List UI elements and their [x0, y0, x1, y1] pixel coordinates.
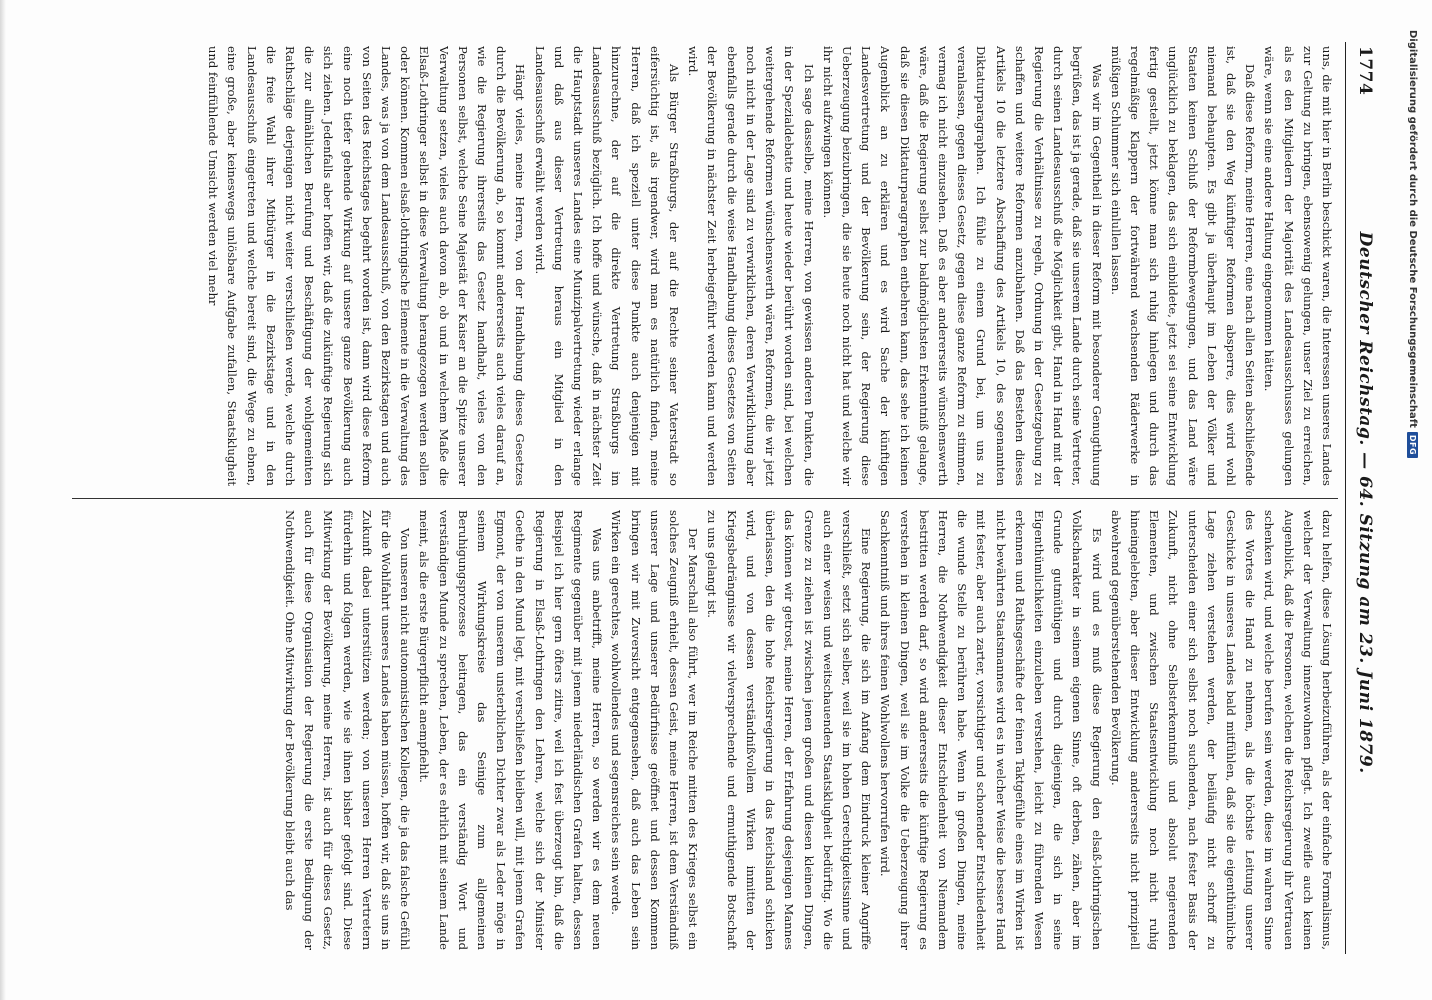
paragraph: Der Marschall also führt, wer im Reiche mitten des Krieges selbst ein solches Zeugniß erhielt, dessen Geist, meine Herren, ist dem Verständniß unserer Lage und unserer Bedürfnisse geöffnet und dessen Kommen bringen wir mit Zuversicht entgegensehen, daß auch das Leben sein Wirken ein gerechtes, wohlwollendes und segensreiches sein werde. [609, 510, 701, 950]
paragraph: Ich sage dasselbe, meine Herren, von gewissen anderen Punkten, die in der Spezialdebatte und heute wieder berührt worden sind, bei welchen weitergehende Reformen wünschenswerth wären, Reformen, die wir jetzt noch nicht in der Lage sind zu verwirklichen, deren Verwirklichung aber ebenfalls gerade durch die weise Handhabung dieses Gesetzes von Seiten der Bevölkerung in nächster Zeit herbeigeführt werden kann und werden wird. [686, 46, 816, 486]
paragraph: Was uns anbetrifft, meine Herren, so werden wir es dem neuen Regimente gegenüber mit jenem niederländischen Grafen halten, dessen Beispiel ich hier gern öfters zitire, weil ich fest überzeugt bin, daß die Regierung in Elsaß-Lothringen den Lehren, welche sich der Minister Goethe in den Mund legt, mit verschließen bleiben will, mit jenem Grafen Egmont, der von unserem unsterblichen Dichter zwar als Leder möge in seinem Wirkungskreise das Seinige zum allgemeinen Beruhigungsprozesse beitragen, das ein verständig Wort und verständigen Munde zu sprechen, Leben, der es ehrlich mit seinem Lande meint, als die erste Bürgerpflicht anempfiehlt. [417, 510, 605, 950]
paragraph: Daß diese Reform, meine Herren, eine nach allen Seiten abschließende ist, daß sie den Weg künftiger Reformen absperre, dies wird wohl niemand behaupten. Es gibt ja überhaupt im Leben der Völker und Staaten keinen Schluß der Reformbewegungen, und das Land wäre unglücklich zu beklagen, das sich einbildete, jetzt sei seine Entwicklung fertig gestellt, jetzt könne man sich ruhig hinlegen und durch das regelmäßige Klappern der fortwährend wachsenden Räderwerke in müßigen Schlummer sich einlullen lassen. [1108, 46, 1258, 486]
paragraph: Eine Regierung, die sich im Anfang dem Eindruck kleiner Angriffe verschließt, setzt sich selber, weil sie im hohen Gerechtigkeitssinne und auch einer weisen und weitschauenden Staatsklugheit bedürftig. Wo die Grenze zu ziehen ist zwischen jenen großen und diesen kleinen Dingen, das können wir getrost, meine Herren, der Erfahrung desjenigen Mannes überlassen, den die hohe Reichsregierung in das Reichsland schicken wird, und von dessen verständnißvollem Wirken inmitten der Kriegsbedrängnisse wir vielversprechende und ermuthigende Botschaft zu uns gelangt ist. [705, 510, 874, 950]
page-title: Deutscher Reichstag. — 64. Sitzung am 23. Juni 1879. [1355, 231, 1375, 774]
document-page [32, 18, 1402, 978]
page-header [1348, 46, 1382, 950]
paragraph: Als Bürger Straßburgs, der auf die Rechte seiner Vaterstadt so eifersüchtig ist, als irgendwer, wird man es natürlich finden, meine Herren, daß ich speziell unter diese Punkte auch denjenigen mit hinzurechne, der auf die direkte Vertretung Straßburgs im Landesausschuß bezüglich. Ich hoffe und wünsche, daß in nächster Zeit die Hauptstadt unseres Landes eine Munizipalvertretung wieder erlange und daß aus dieser Vertretung heraus ein Mitglied in den Landesausschuß erwählt werden wird. [532, 46, 682, 486]
paragraph: uns, die mit hier in Berlin beschickt waren, die Interessen unseres Landes zur Geltung zu bringen, ebensowenig gelungen, unser Ziel zu erreichen, als es den Mitgliedern der Majorität des Landesausschusses gelungen wäre, wenn sie eine andere Haltung eingenommen hätten. [1262, 46, 1334, 486]
paragraph: Von unseren nicht autonomistischen Kollegen, die ja das falsche Gefühl für die Wohlfahrt unseres Landes haben müssen, hoffen wir, daß sie uns in Zukunft dabei unterstützen werden; von unseren Herren Vertretern fürderhin und folgen werden, wie sie ihnen bisher gefolgt sind. Diese Mitwirkung der Bevölkerung, meine Herren, ist auch für dieses Gesetz, auch für diese Organisation der Regierung die erste Bedingung der Nothwendigkeit. Ohne Mitwirkung der Bevölkerung bleibt auch das [283, 510, 413, 950]
page-number: 1774 [1355, 46, 1375, 96]
scan-edge [0, 0, 6, 1000]
paragraph: Was wir im Gegentheil in dieser Reform mit besonderer Genugthuung begrüßen, das ist ja gerade, daß sie unserem Lande durch seine Vertreter, durch seinen Landesausschuß die Möglichkeit gibt, Hand in Hand mit der Regierung die Verhältnisse zu regeln, Ordnung in der Gesetzgebung zu schaffen und weitere Reformen anzubahnen. Daß das Bestehen dieses Artikels 10 die letztere Abschaffung des Artikels 10, des sogenannten Diktaturparagraphen. Ich fühle zu einem Grund bei, um uns zu veranlassen, gegen dieses Gesetz, gegen diese ganze Reform zu stimmen, vermag ich nicht einzusehen. Daß es aber andererseits wünschenswerth wäre, daß die Regierung selbst zur baldmöglichsten Erkenntniß gelange, daß sie diesen Diktaturparagraphen entbehren kann, das sehe ich keinen Augenblick an zu erklären und es wird Sache der künftigen Landesvertretung und der Bevölkerung sein, der Regierung diese Ueberzeugung beizubringen, die sie heute noch nicht hat und welche wir ihr nicht aufzwingen können. [820, 46, 1104, 486]
paragraph: dazu helfen, diese Lösung herbeizuführen, als der einfache Formalismus, welcher der Verwaltung innezuwohnen pflegt. Ich zweifle auch keinen Augenblick, daß die Personen, welchen die Reichsregierung ihr Vertrauen schenken wird, und welche berufen sein werden, diese im wahren Sinne des Wortes die Hand zu nehmen, als die höchste Leitung unserer Geschicke in unseres Landes bald mitfühlen, daß sie die eigenthümliche Lage ziehen verstehen werden, der beiläufig nicht schroff zu unterscheiden einer sich selbst noch suchenden, nach fester Basis der Zukunft, nicht ohne Selbsterkenntniß und absolut negierenden Elementen, und zwischen Staatsentwicklung noch nicht ruhig hineingelebten, aber dieser Entwicklung andererseits nicht prinzipiell abwehrend gegenüberstehenden Bevölkerung. [1108, 510, 1334, 950]
header-rule [1345, 42, 1346, 954]
paragraph: Hängt vieles, meine Herren, von der Handhabung dieses Gesetzes durch die Bevölkerung ab, so kommt andererseits auch vieles darauf an, wie die Regierung ihrerseits das Gesetz handhabt, vieles von den Personen selbst, welche Seine Majestät der Kaiser an die Spitze unserer Verwaltung setzen, vieles auch davon ab, ob und in welchem Maße die Elsaß-Lothringer selbst in diese Verwaltung herangezogen werden sollen oder können. Kommen elsaß-lothringische Elemente in die Verwaltung des Landes, was ja von dem Landesausschuß, von den Bezirkstagen und auch von Seiten des Reichstages begehrt worden ist, dann wird diese Reform eine noch tiefer gehende Wirkung auf unsere ganze Bevölkerung auch sich ziehen. Jedenfalls aber hoffen wir, daß die zukünftige Regierung sich die zur allmählichen Berufung und Beschäftigung der wohlgemeinten Rathschläge derjenigen nicht weiter verschließen werde, welche durch die freie Wahl ihrer Mitbürger in die Bezirkstage und in den Landesausschuß eingetreten und welche bereit sind, die Wege zu ebnen, eine große, aber keineswegs unlösbare Aufgabe zufallen, Staatsklugheit und feinfühlende Umsicht werden viel mehr [206, 46, 528, 486]
digitization-credit [1407, 30, 1418, 458]
credit-text: Digitalisierung gefördert durch die Deutsche Forschungsgemeinschaft [1407, 30, 1418, 428]
right-column [72, 510, 1336, 950]
column-divider [72, 498, 1338, 499]
paragraph: Es wird und es muß diese Regierung den elsaß-lothringischen Volkscharakter in seinem eigenen Sinne, oft derben, zähen, aber im Grunde gutmüthigen und durch diejenigen, die sich in seine Eigenthümlichkeiten einzuleben verstehen, leicht zu führenden Wesen erkennen und Rathsgeschäfte der feinen Taktgefühle eines im Wirken ist nicht bewährten Staatsmannes wird es in welcher Weise die bessere Hand mit fester, aber auch zarter, vorsichtiger und schonender Entschiedenheit die wunde Stelle zu berühren habe. Wenn in großen Dingen, meine Herren, die Nothwendigkeit dieser Entschiedenheit von Niemandem bestritten werden darf, so wird andererseits die künftige Regierung es verstehen in kleinen Dingen, weil sie im Volke die Ueberzeugung ihrer Sachkenntniß und ihres feinen Wohlwollens hervorrufen wird. [878, 510, 1104, 950]
dfg-logo: DFG [1407, 432, 1418, 458]
left-column [72, 46, 1336, 486]
